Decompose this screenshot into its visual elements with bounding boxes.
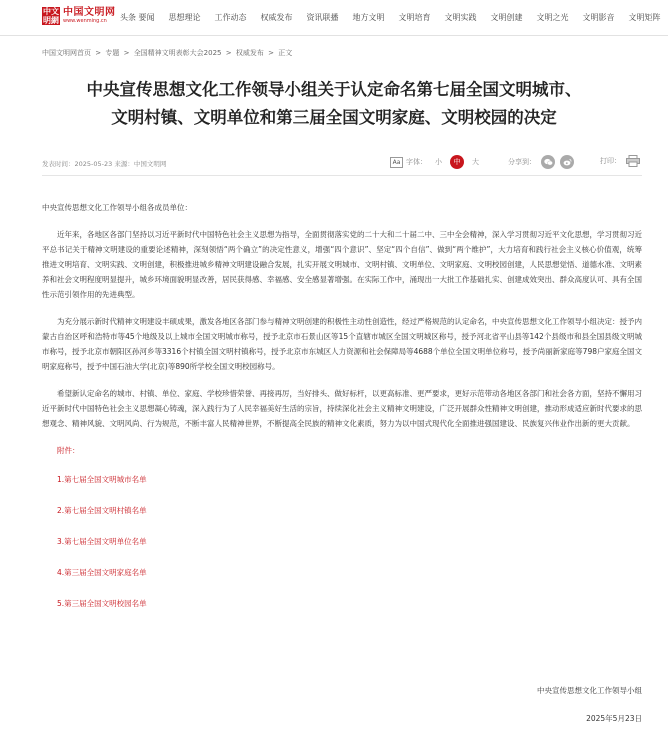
article-meta-bar	[42, 152, 642, 176]
attachments-label: 附件：	[57, 446, 80, 455]
print-label: 打印：	[600, 157, 621, 165]
signature: 中央宣传思想文化工作领导小组	[537, 686, 642, 695]
nav-item-light[interactable]: 文明之光	[536, 13, 569, 22]
logo-mark: 中文明網	[43, 7, 59, 25]
attachment-link[interactable]: 1.第七届全国文明城市名单	[57, 475, 147, 484]
breadcrumb-separator: >	[268, 49, 274, 57]
nav-item-headlines[interactable]: 头条 要闻	[120, 13, 155, 22]
breadcrumb-release[interactable]: 权威发布	[235, 49, 264, 57]
share-control	[508, 155, 574, 169]
body-paragraph-3: 希望新认定命名的城市、村镇、单位、家庭、学校珍惜荣誉、再接再厉，当好排头、做好标杆，以更高标准、更严要求，更好示范带动各地区各部门和社会各方面，坚持不懈用习近平新时代中国特色社会主义思想凝心铸魂，深入践行为了人民幸福美好生活的宗旨，持续深化社会主义精神文明建设，广泛开展群众性精神文明创建，推动形成适应新时代要求的思想观念、精神风貌、文明风尚、行为规范，不断丰富人民精神世界，不断提高全民族的精神文化素质，努力为以中国式现代化全面推进强国建设、民族复兴伟业作出新的更大贡献。	[42, 389, 642, 428]
font-size-control	[390, 155, 479, 169]
attachment-link[interactable]: 3.第七届全国文明单位名单	[57, 537, 147, 546]
nav-item-matrix[interactable]: 文明矩阵	[628, 13, 661, 22]
document-date: 2025年5月23日	[586, 714, 642, 723]
breadcrumb-conference[interactable]: 全国精神文明表彰大会2025	[133, 49, 222, 57]
breadcrumb-current: 正文	[278, 49, 293, 57]
site-logo[interactable]	[42, 7, 116, 25]
nav-item-work-news[interactable]: 工作动态	[214, 13, 247, 22]
font-large-button[interactable]: 大	[472, 158, 479, 166]
main-nav	[120, 13, 668, 23]
logo-url: www.wenming.cn	[63, 18, 107, 24]
breadcrumb-topics[interactable]: 专题	[105, 49, 120, 57]
printer-icon[interactable]	[626, 155, 640, 167]
article-title-line-2: 文明村镇、文明单位和第三届全国文明家庭、文明校园的决定	[111, 108, 557, 127]
publish-info: 发表时间：2025-05-23 来源：中国文明网	[42, 160, 167, 168]
breadcrumb	[42, 48, 294, 58]
share-label: 分享到：	[508, 158, 536, 166]
nav-item-news-broadcast[interactable]: 资讯联播	[306, 13, 339, 22]
breadcrumb-separator: >	[225, 49, 232, 57]
print-control	[600, 155, 640, 167]
nav-item-local[interactable]: 地方文明	[352, 13, 385, 22]
nav-item-media[interactable]: 文明影音	[582, 13, 615, 22]
nav-item-cultivation[interactable]: 文明培育	[398, 13, 431, 22]
nav-item-practice[interactable]: 文明实践	[444, 13, 477, 22]
weibo-icon[interactable]	[560, 155, 574, 169]
attachment-link[interactable]: 2.第七届全国文明村镇名单	[57, 506, 147, 515]
attachment-link[interactable]: 5.第三届全国文明校园名单	[57, 599, 147, 608]
attachment-link[interactable]: 4.第三届全国文明家庭名单	[57, 568, 147, 577]
nav-item-creation[interactable]: 文明创建	[490, 13, 523, 22]
font-size-icon: Aa	[390, 157, 403, 168]
nav-item-theory[interactable]: 思想理论	[168, 13, 201, 22]
article-title	[42, 76, 626, 132]
font-medium-button[interactable]: 中	[450, 155, 464, 169]
top-navigation-bar	[0, 0, 668, 36]
breadcrumb-home[interactable]: 中国文明网首页	[42, 49, 91, 57]
body-paragraph-2: 为充分展示新时代精神文明建设丰硕成果，激发各地区各部门参与精神文明创建的积极性主动性创造性，经过严格规范的认定命名，中央宣传思想文化工作领导小组决定：授予内蒙古自治区呼和浩特市等45个地级及以上城市全国文明城市称号，授予北京市石景山区等15个直辖市城区全国文明城区称号，授予河北省平山县等142个县级市和县全国县级文明城市称号，授予北京市朝阳区孙河乡等3316个村镇全国文明村镇称号，授予北京市东城区人力资源和社会保障局等4688个单位全国文明单位称号，授予尚丽新家庭等798户家庭全国文明家庭称号，授予中国石油大学(北京)等890所学校全国文明校园称号。	[42, 317, 642, 371]
body-paragraph-1: 近年来，各地区各部门坚持以习近平新时代中国特色社会主义思想为指导，全面贯彻落实党的二十大和二十届二中、三中全会精神，深入学习贯彻习近平文化思想，学习贯彻习近平总书记关于精神文明建设的重要论述精神，深刻领悟“两个确立”的决定性意义，增强“四个意识”、坚定“四个自信”、做到“两个维护”，大力培育和践行社会主义核心价值观，统筹推进文明培育、文明实践、文明创建，积极推进城乡精神文明建设融合发展，扎实开展文明城市、文明村镇、文明单位、文明家庭、文明校园创建，人民思想觉悟、道德水准、文明素养和社会文明程度明显提升，城乡环境面貌明显改善，居民获得感、幸福感、安全感显著增强。在实际工作中，涌现出一大批工作基础扎实、创建成效突出、群众高度认可、具有全国性示范引领作用的先进典型。	[42, 230, 642, 299]
salutation: 中央宣传思想文化工作领导小组各成员单位：	[42, 203, 192, 212]
breadcrumb-separator: >	[95, 49, 102, 57]
logo-text	[63, 7, 116, 25]
font-small-button[interactable]: 小	[435, 158, 442, 166]
article-title-line-1: 中央宣传思想文化工作领导小组关于认定命名第七届全国文明城市、	[86, 80, 582, 99]
nav-item-official-release[interactable]: 权威发布	[260, 13, 293, 22]
wechat-icon[interactable]	[541, 155, 555, 169]
article-body	[42, 200, 642, 627]
font-label: 字体：	[406, 158, 427, 166]
logo-name: 中国文明网	[63, 7, 116, 18]
breadcrumb-separator: >	[123, 49, 130, 57]
